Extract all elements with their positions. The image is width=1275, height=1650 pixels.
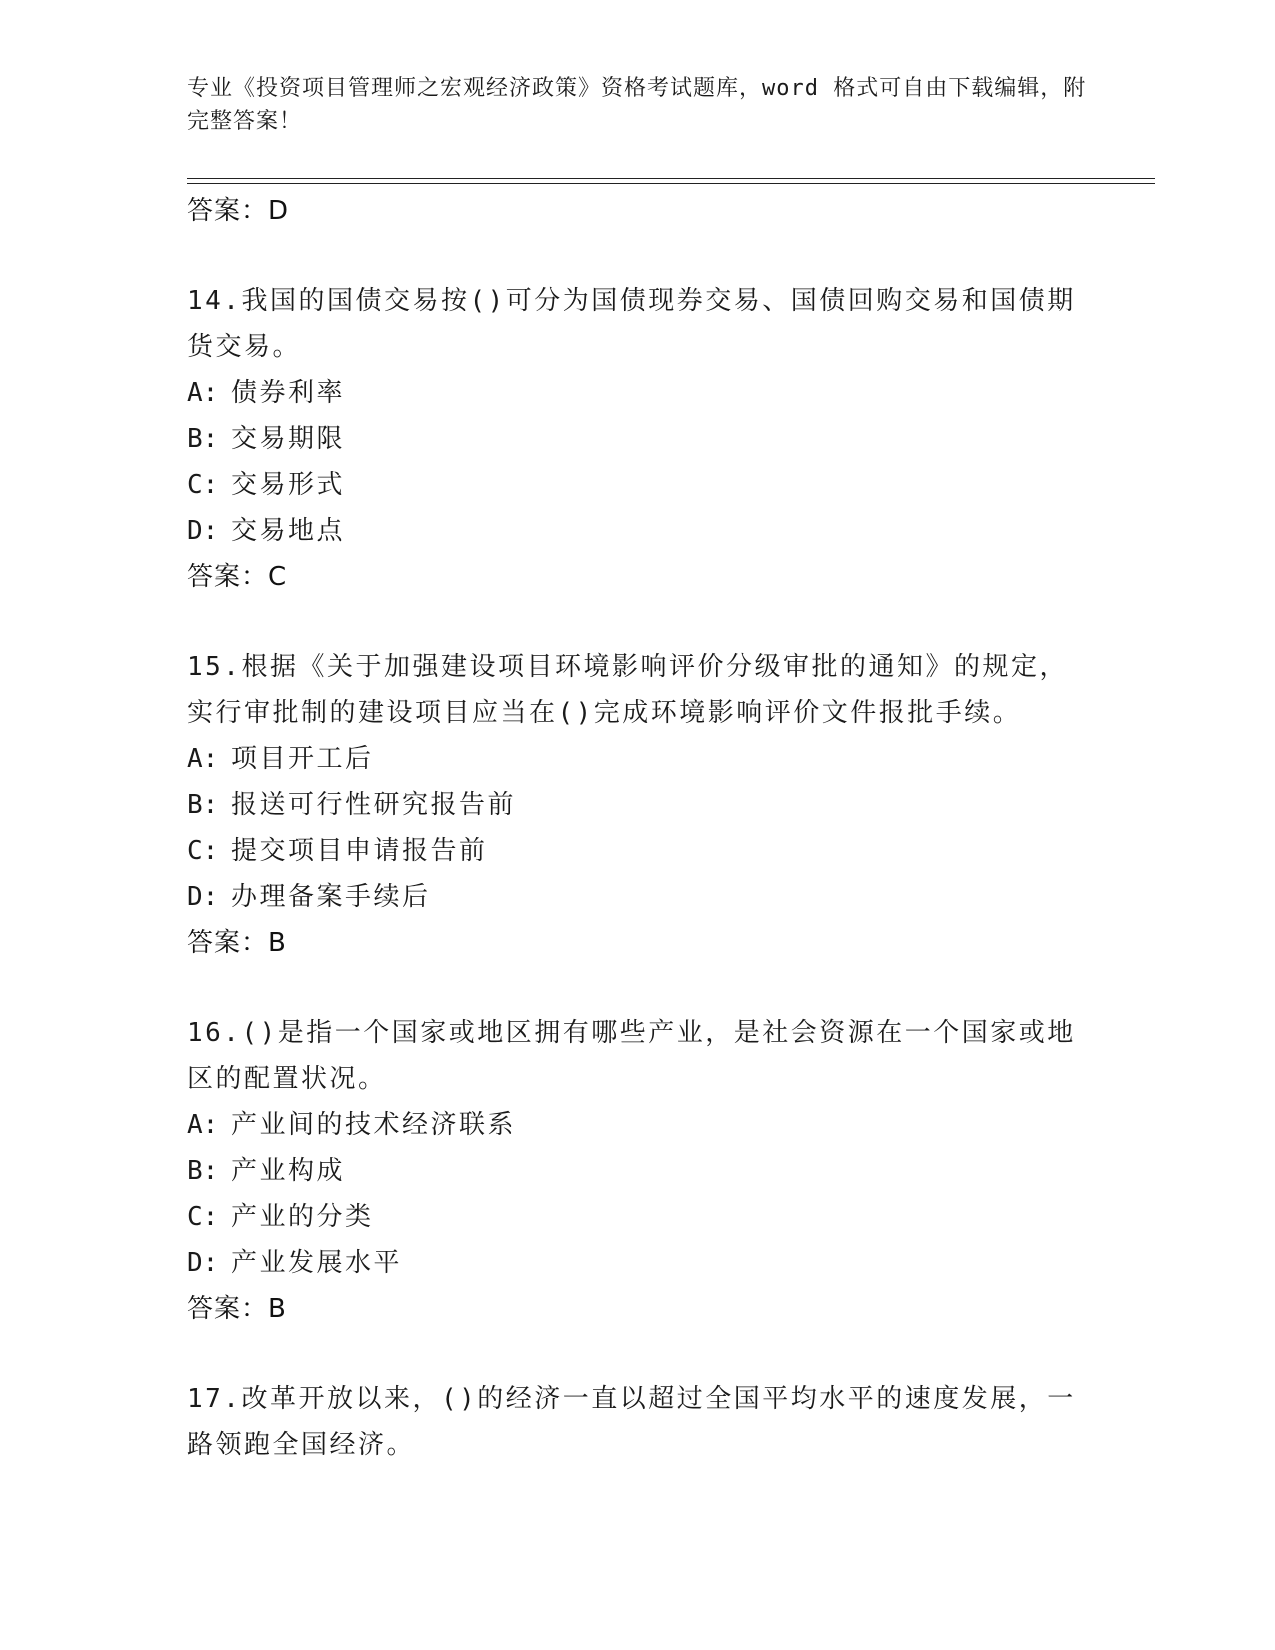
option-d bbox=[187, 874, 1087, 920]
option-letter: B: bbox=[187, 790, 219, 820]
question-stem: 15.根据《关于加强建设项目环境影响评价分级审批的通知》的规定，实行审批制的建设项目应当在()完成环境影响评价文件报批手续。 bbox=[187, 652, 1068, 728]
option-c bbox=[187, 462, 1087, 508]
option-letter: B: bbox=[187, 424, 219, 454]
answer-line: 答案：B bbox=[187, 1294, 287, 1324]
option-b bbox=[187, 1148, 1087, 1194]
option-text: 交易地点 bbox=[231, 516, 346, 546]
answer-line: 答案：C bbox=[187, 562, 288, 592]
spacer bbox=[187, 966, 1087, 1010]
option-letter: D: bbox=[187, 1248, 219, 1278]
option-letter: C: bbox=[187, 836, 219, 866]
option-a bbox=[187, 1102, 1087, 1148]
option-text: 提交项目申请报告前 bbox=[231, 836, 488, 866]
option-letter: A: bbox=[187, 1110, 219, 1140]
spacer bbox=[187, 600, 1087, 644]
option-b bbox=[187, 416, 1087, 462]
option-text: 产业的分类 bbox=[231, 1202, 374, 1232]
header-rule-top bbox=[187, 178, 1155, 179]
option-letter: D: bbox=[187, 516, 219, 546]
option-text: 产业间的技术经济联系 bbox=[231, 1110, 517, 1140]
option-letter: C: bbox=[187, 470, 219, 500]
option-text: 交易形式 bbox=[231, 470, 346, 500]
header-intro-text: 专业《投资项目管理师之宏观经济政策》资格考试题库，word 格式可自由下载编辑，附完整答案！ bbox=[187, 76, 1087, 134]
option-letter: A: bbox=[187, 378, 219, 408]
spacer bbox=[187, 234, 1087, 278]
option-letter: D: bbox=[187, 882, 219, 912]
question-block bbox=[187, 644, 1087, 966]
header-rule-bottom bbox=[187, 183, 1155, 184]
question-block bbox=[187, 1010, 1087, 1332]
option-d bbox=[187, 508, 1087, 554]
question-stem: 14.我国的国债交易按()可分为国债现券交易、国债回购交易和国债期货交易。 bbox=[187, 286, 1076, 362]
option-d bbox=[187, 1240, 1087, 1286]
question-list bbox=[187, 188, 1087, 1468]
option-b bbox=[187, 782, 1087, 828]
answer-line: 答案：B bbox=[187, 928, 287, 958]
option-text: 产业发展水平 bbox=[231, 1248, 403, 1278]
answer-line: 答案：D bbox=[187, 196, 290, 226]
question-stem: 17.改革开放以来，()的经济一直以超过全国平均水平的速度发展，一路领跑全国经济。 bbox=[187, 1384, 1076, 1460]
question-block bbox=[187, 1376, 1087, 1468]
option-letter: C: bbox=[187, 1202, 219, 1232]
option-text: 产业构成 bbox=[231, 1156, 346, 1186]
option-a bbox=[187, 736, 1087, 782]
option-text: 债券利率 bbox=[231, 378, 346, 408]
option-c bbox=[187, 828, 1087, 874]
question-block bbox=[187, 278, 1087, 600]
option-a bbox=[187, 370, 1087, 416]
option-letter: B: bbox=[187, 1156, 219, 1186]
option-text: 报送可行性研究报告前 bbox=[231, 790, 517, 820]
option-c bbox=[187, 1194, 1087, 1240]
option-text: 办理备案手续后 bbox=[231, 882, 431, 912]
option-text: 项目开工后 bbox=[231, 744, 374, 774]
option-letter: A: bbox=[187, 744, 219, 774]
spacer bbox=[187, 1332, 1087, 1376]
option-text: 交易期限 bbox=[231, 424, 346, 454]
question-stem: 16.()是指一个国家或地区拥有哪些产业，是社会资源在一个国家或地区的配置状况。 bbox=[187, 1018, 1076, 1094]
